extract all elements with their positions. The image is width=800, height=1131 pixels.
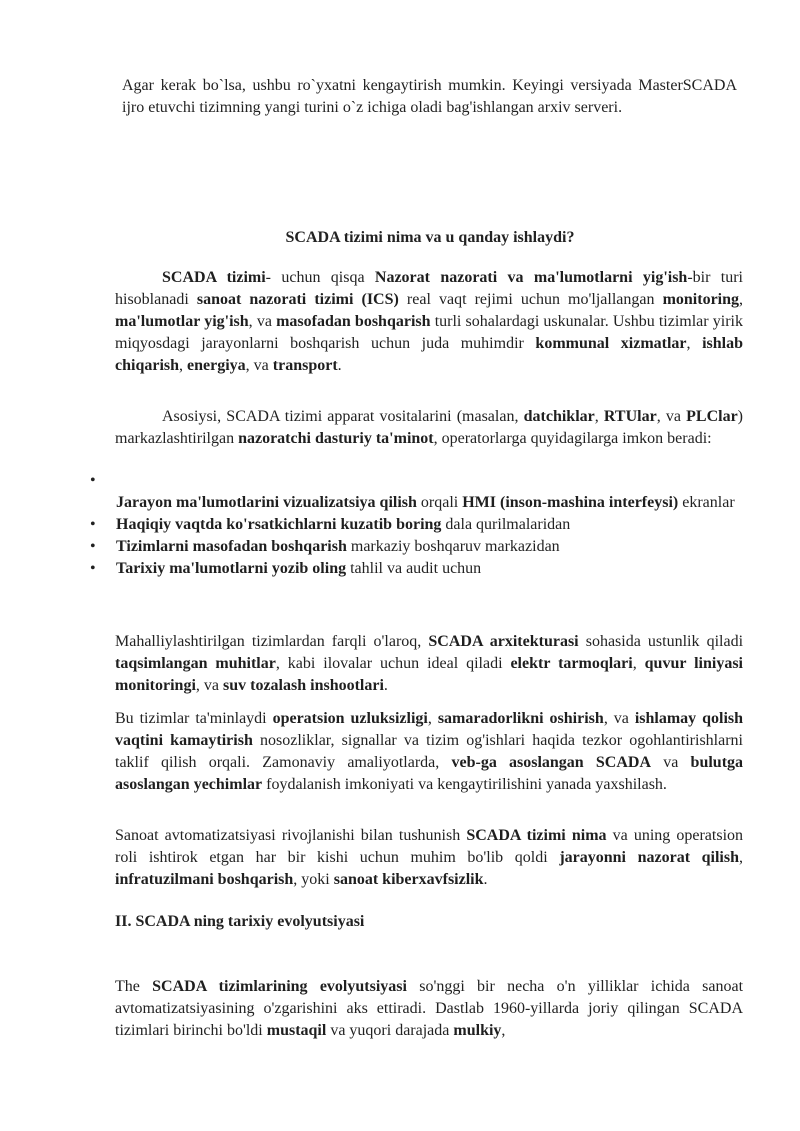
bullet-icon: •	[90, 516, 96, 533]
list-item: • Tarixiy ma'lumotlarni yozib oling tahlil va audit uchun	[90, 558, 750, 580]
bullet-icon: •	[90, 560, 96, 577]
paragraph-scada-hardware: Asosiysi, SCADA tizimi apparat vositalarini (masalan, datchiklar, RTUlar, va PLClar) markazlashtirilgan nazoratchi dasturiy ta'minot, operatorlarga quyidagilarga imkon beradi:	[115, 408, 743, 447]
paragraph-scada-architecture: Mahalliylashtirilgan tizimlardan farqli o'laroq, SCADA arxitekturasi sohasida ustunlik qiladi taqsimlangan muhitlar, kabi ilovalar uchun ideal qiladi elektr tarmoqlari, quvur liniyasi monitoringi, va suv tozalash inshootlari.	[115, 633, 744, 694]
paragraph-scada-evolution: The SCADA tizimlarining evolyutsiyasi so'nggi bir necha o'n yilliklar ichida sanoat avtomatizatsiyasining o'zgarishini aks ettiradi. Dastlab 1960-yillarda joriy qilingan SCADA tizimlari birinchi bo'ldi mustaqil va yuqori darajada mulkiy,	[115, 978, 744, 1039]
paragraph-scada-definition: SCADA tizimi- uchun qisqa Nazorat nazorati va ma'lumotlarni yig'ish-bir turi hisoblanadi sanoat nazorati tizimi (ICS) real vaqt rejimi uchun mo'ljallangan monitoring, ma'lumotlar yig'ish, va masofadan boshqarish turli sohalardagi uskunalar. Ushbu tizimlar yirik miqyosdagi jarayonlarni boshqarish uchun juda muhimdir kommunal xizmatlar, ishlab chiqarish, energiya, va transport.	[115, 269, 744, 374]
capabilities-list	[90, 470, 750, 580]
list-item: • Haqiqiy vaqtda ko'rsatkichlarni kuzatib boring dala qurilmalaridan	[90, 514, 750, 536]
bullet-icon: •	[90, 472, 96, 489]
section-heading-history: II. SCADA ning tarixiy evolyutsiyasi	[115, 913, 365, 930]
section-heading-scada: SCADA tizimi nima va u qanday ishlaydi?	[285, 229, 575, 246]
list-item: Jarayon ma'lumotlarini vizualizatsiya qilish orqali HMI (inson-mashina interfeysi) ekranlar	[116, 494, 735, 511]
list-item	[90, 470, 750, 492]
bullet-icon: •	[90, 538, 96, 555]
paragraph-scada-importance: Sanoat avtomatizatsiyasi rivojlanishi bilan tushunish SCADA tizimi nima va uning operatsion roli ishtirok etgan har bir kishi uchun muhim bo'lib qoldi jarayonni nazorat qilish, infratuzilmani boshqarish, yoki sanoat kiberxavfsizlik.	[115, 827, 744, 888]
paragraph-scada-benefits: Bu tizimlar ta'minlaydi operatsion uzluksizligi, samaradorlikni oshirish, va ishlamay qolish vaqtini kamaytirish nosozliklar, signallar va tizim og'ishlari haqida tezkor ogohlantirishlarni taklif qilish orqali. Zamonaviy amaliyotlarda, veb-ga asoslangan SCADA va bulutga asoslangan yechimlar foydalanish imkoniyati va kengaytirilishini yanada yaxshilash.	[115, 710, 744, 793]
intro-paragraph: Agar kerak bo`lsa, ushbu ro`yxatni kengaytirish mumkin. Keyingi versiyada MasterSCADA ijro etuvchi tizimning yangi turini o`z ichiga oladi bag'ishlangan arxiv serveri.	[122, 77, 737, 116]
list-item: • Tizimlarni masofadan boshqarish markaziy boshqaruv markazidan	[90, 536, 750, 558]
